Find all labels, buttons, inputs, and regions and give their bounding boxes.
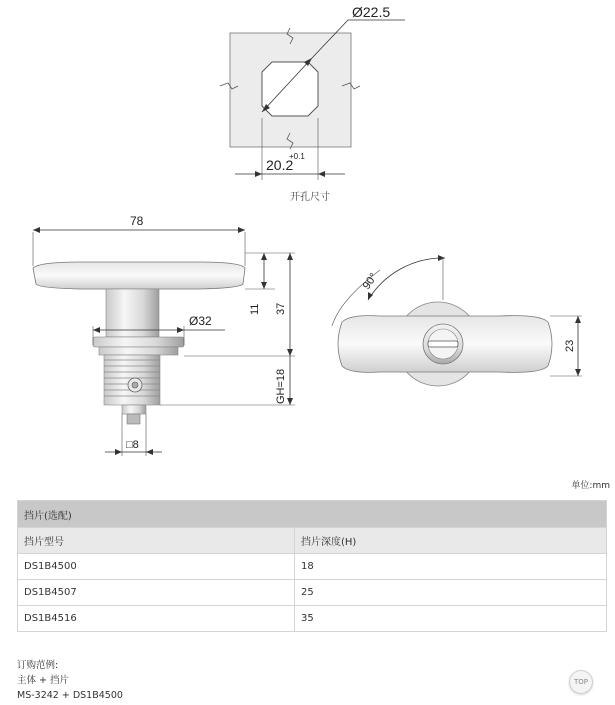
side-total-height-label: 37: [275, 302, 287, 315]
cutout-caption: 开孔尺寸: [290, 192, 330, 203]
cutout-tolerance-label: +0.1: [289, 152, 305, 161]
cell-model: DS1B4516: [18, 606, 295, 632]
side-body-diameter-label: Ø32: [189, 314, 212, 328]
cell-model: DS1B4500: [18, 554, 295, 580]
unit-label: 单位:mm: [571, 481, 610, 491]
back-to-top-button[interactable]: TOP: [569, 670, 593, 694]
column-header-depth: 挡片深度(H): [295, 528, 607, 554]
spec-table: [17, 500, 607, 632]
table-row: [18, 580, 607, 606]
cell-depth: 25: [295, 580, 607, 606]
cell-depth: 18: [295, 554, 607, 580]
side-view: [33, 227, 295, 456]
cell-depth: 35: [295, 606, 607, 632]
table-row: [18, 554, 607, 580]
order-line-2: MS-3242 + DS1B4500: [17, 690, 123, 701]
cutout-hole: [262, 62, 318, 116]
column-header-model: 挡片型号: [18, 528, 295, 554]
cutout-width-label: 20.2: [266, 157, 294, 173]
side-grip-height-label: GH=18: [275, 368, 287, 404]
table-title-row: [18, 501, 607, 528]
order-example: [17, 658, 123, 703]
side-square-label: □8: [126, 439, 139, 451]
cutout-view: [220, 20, 405, 180]
order-line-1: 主体 + 挡片: [17, 675, 69, 686]
order-title: 订购范例:: [17, 660, 59, 671]
side-head-height-label: 11: [249, 303, 261, 315]
cutout-diameter-label: Ø22.5: [352, 4, 391, 20]
cell-model: DS1B4507: [18, 580, 295, 606]
side-length-label: 78: [130, 214, 144, 228]
table-row: [18, 606, 607, 632]
table-title: 挡片(选配): [18, 501, 607, 528]
table-header-row: [18, 528, 607, 554]
front-angle-label: 90°: [360, 271, 381, 292]
front-height-label: 23: [564, 339, 576, 352]
